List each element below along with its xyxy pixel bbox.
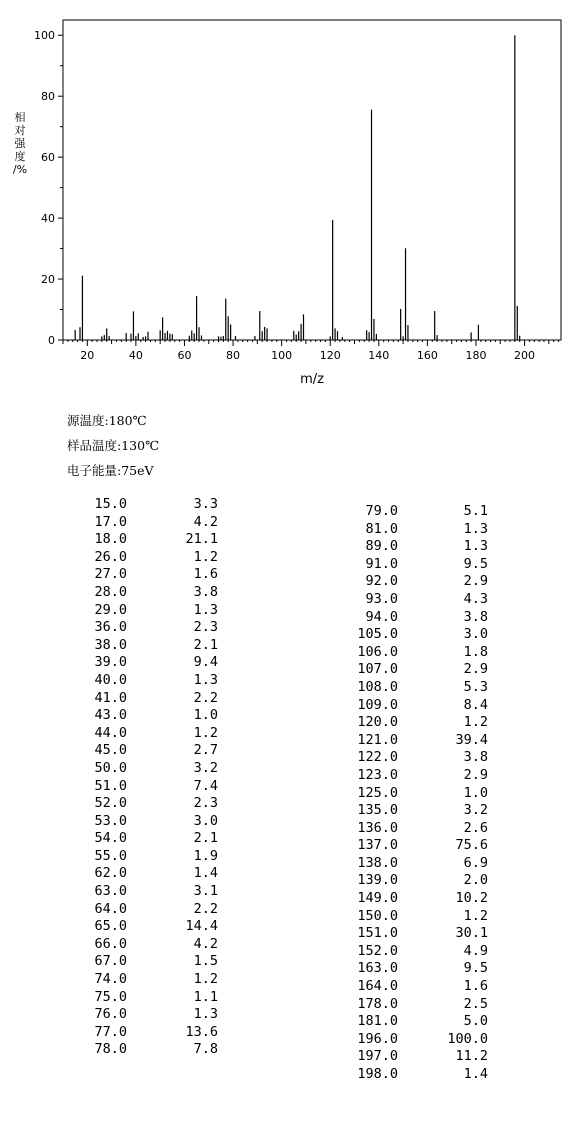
mz-value: 81.0 [365, 520, 398, 537]
relative-abundance-value: 1.8 [463, 643, 488, 660]
relative-abundance-value: 5.1 [463, 503, 488, 519]
y-axis-label-char: 相 [14, 111, 26, 124]
mz-value: 152.0 [357, 942, 398, 959]
mz-value: 65.0 [94, 918, 127, 935]
mz-value: 92.0 [365, 573, 398, 590]
relative-abundance-value: 2.2 [193, 900, 218, 917]
relative-abundance-value: 3.8 [463, 749, 488, 766]
mz-value: 54.0 [94, 830, 127, 847]
relative-abundance-value: 5.0 [463, 1013, 488, 1030]
mz-value: 39.0 [94, 654, 127, 671]
mz-value: 77.0 [94, 1023, 127, 1040]
mz-value: 109.0 [357, 696, 398, 713]
mz-value: 78.0 [94, 1041, 127, 1058]
x-tick-label: 180 [465, 349, 487, 362]
spectrum-peaks [75, 35, 520, 340]
y-tick-label: 80 [41, 90, 55, 104]
relative-abundance-value: 11.2 [455, 1048, 488, 1065]
mz-value: 137.0 [357, 837, 398, 854]
relative-abundance-value: 1.1 [193, 988, 218, 1005]
relative-abundance-value: 7.4 [193, 777, 218, 794]
relative-abundance-value: 30.1 [455, 925, 488, 942]
relative-abundance-value: 4.2 [193, 935, 218, 952]
y-tick-label: 20 [41, 273, 55, 287]
x-tick-label: 160 [416, 349, 438, 362]
relative-abundance-value: 1.9 [193, 847, 218, 864]
mz-value: 136.0 [357, 819, 398, 836]
mz-value: 50.0 [94, 759, 127, 776]
mz-value: 122.0 [357, 749, 398, 766]
relative-abundance-value: 1.0 [463, 784, 488, 801]
mz-value: 41.0 [94, 689, 127, 706]
y-axis-ticks [34, 29, 63, 347]
mz-value: 43.0 [94, 707, 127, 724]
mz-value: 52.0 [94, 795, 127, 812]
mz-value: 181.0 [357, 1013, 398, 1030]
x-tick-label: 80 [226, 349, 241, 362]
relative-abundance-value: 2.7 [193, 742, 218, 759]
y-axis-label [13, 110, 27, 176]
relative-abundance-value: 1.3 [193, 601, 218, 618]
mz-value: 36.0 [94, 619, 127, 636]
mz-value: 135.0 [357, 802, 398, 819]
relative-abundance-value: 8.4 [463, 696, 488, 713]
mz-value: 76.0 [94, 1006, 127, 1023]
relative-abundance-value: 3.0 [463, 626, 488, 643]
relative-abundance-value: 10.2 [455, 890, 488, 907]
mz-value: 26.0 [94, 548, 127, 565]
relative-abundance-value: 2.3 [193, 619, 218, 636]
x-axis-ticks [63, 340, 559, 362]
relative-abundance-value: 1.3 [193, 1006, 218, 1023]
mz-value: 198.0 [357, 1066, 398, 1082]
mz-value: 51.0 [94, 777, 127, 794]
relative-abundance-value: 3.8 [463, 608, 488, 625]
relative-abundance-value: 14.4 [185, 918, 218, 935]
mz-value: 64.0 [94, 900, 127, 917]
relative-abundance-value: 9.5 [463, 555, 488, 572]
relative-abundance-value: 3.3 [193, 496, 218, 512]
relative-abundance-value: 1.4 [463, 1066, 488, 1082]
relative-abundance-value: 4.2 [193, 513, 218, 530]
mz-value: 149.0 [357, 890, 398, 907]
relative-abundance-value: 1.5 [193, 953, 218, 970]
sample-temperature: 样品温度:130℃ [67, 438, 160, 453]
relative-abundance-value: 1.6 [463, 978, 488, 995]
mz-value: 38.0 [94, 636, 127, 653]
relative-abundance-value: 2.9 [463, 573, 488, 590]
relative-abundance-value: 3.2 [193, 759, 218, 776]
relative-abundance-value: 39.4 [455, 731, 488, 748]
relative-abundance-value: 3.8 [193, 583, 218, 600]
electron-energy: 电子能量:75eV [67, 463, 154, 478]
x-tick-label: 60 [177, 349, 192, 362]
relative-abundance-value: 9.5 [463, 960, 488, 977]
relative-abundance-value: 7.8 [193, 1041, 218, 1058]
mz-value: 79.0 [365, 503, 398, 519]
mz-value: 108.0 [357, 678, 398, 695]
relative-abundance-value: 2.5 [463, 995, 488, 1012]
source-temperature: 源温度:180℃ [67, 413, 147, 428]
y-axis-label-char: 度 [14, 150, 26, 163]
y-axis-label-char: /% [12, 163, 28, 176]
x-tick-label: 40 [128, 349, 143, 362]
relative-abundance-value: 1.2 [193, 548, 218, 565]
mz-value: 40.0 [94, 671, 127, 688]
relative-abundance-value: 4.3 [463, 590, 488, 607]
mz-value: 55.0 [94, 847, 127, 864]
mz-value: 94.0 [365, 608, 398, 625]
mz-value: 197.0 [357, 1048, 398, 1065]
relative-abundance-value: 75.6 [455, 837, 488, 854]
mz-value: 62.0 [94, 865, 127, 882]
mz-value: 18.0 [94, 531, 127, 548]
relative-abundance-value: 1.2 [193, 724, 218, 741]
relative-abundance-value: 2.6 [463, 819, 488, 836]
relative-abundance-value: 1.3 [463, 538, 488, 555]
x-tick-label: 100 [271, 349, 293, 362]
y-tick-label: 60 [41, 151, 55, 165]
mz-value: 17.0 [94, 513, 127, 530]
relative-abundance-value: 3.0 [193, 812, 218, 829]
mz-value: 151.0 [357, 925, 398, 942]
relative-abundance-value: 1.2 [193, 971, 218, 988]
relative-abundance-value: 1.3 [193, 671, 218, 688]
mz-value: 89.0 [365, 538, 398, 555]
mz-value: 196.0 [357, 1030, 398, 1047]
mz-value: 164.0 [357, 978, 398, 995]
mz-value: 63.0 [94, 883, 127, 900]
relative-abundance-value: 5.3 [463, 678, 488, 695]
relative-abundance-value: 2.9 [463, 661, 488, 678]
mz-value: 15.0 [94, 496, 127, 512]
relative-abundance-value: 2.3 [193, 795, 218, 812]
relative-abundance-value: 1.2 [463, 714, 488, 731]
mz-value: 44.0 [94, 724, 127, 741]
mz-value: 121.0 [357, 731, 398, 748]
relative-abundance-value: 9.4 [193, 654, 218, 671]
relative-abundance-value: 2.9 [463, 766, 488, 783]
y-tick-label: 100 [34, 29, 55, 43]
x-tick-label: 20 [80, 349, 95, 362]
relative-abundance-value: 2.0 [463, 872, 488, 889]
relative-abundance-value: 4.9 [463, 942, 488, 959]
x-tick-label: 200 [514, 349, 536, 362]
mz-value: 138.0 [357, 854, 398, 871]
relative-abundance-value: 21.1 [185, 531, 218, 548]
mz-value: 67.0 [94, 953, 127, 970]
plot-frame [63, 20, 561, 340]
mz-value: 123.0 [357, 766, 398, 783]
mz-value: 150.0 [357, 907, 398, 924]
x-tick-label: 120 [319, 349, 341, 362]
mz-value: 27.0 [94, 566, 127, 583]
relative-abundance-value: 100.0 [447, 1030, 488, 1047]
relative-abundance-value: 1.3 [463, 520, 488, 537]
mz-value: 107.0 [357, 661, 398, 678]
mz-value: 91.0 [365, 555, 398, 572]
mz-value: 53.0 [94, 812, 127, 829]
relative-abundance-value: 1.6 [193, 566, 218, 583]
mz-value: 106.0 [357, 643, 398, 660]
mass-spectrum-chart [0, 0, 570, 395]
mz-value: 163.0 [357, 960, 398, 977]
relative-abundance-value: 2.1 [193, 636, 218, 653]
relative-abundance-value: 1.2 [463, 907, 488, 924]
relative-abundance-value: 1.4 [193, 865, 218, 882]
relative-abundance-value: 2.1 [193, 830, 218, 847]
mz-value: 45.0 [94, 742, 127, 759]
relative-abundance-value: 13.6 [185, 1023, 218, 1040]
y-tick-label: 40 [41, 212, 55, 226]
y-axis-label-char: 对 [14, 124, 26, 137]
x-tick-label: 140 [368, 349, 390, 362]
relative-abundance-value: 3.2 [463, 802, 488, 819]
x-axis-label: m/z [300, 372, 324, 387]
mz-value: 74.0 [94, 971, 127, 988]
mz-value: 120.0 [357, 714, 398, 731]
mz-value: 28.0 [94, 583, 127, 600]
mz-value: 93.0 [365, 590, 398, 607]
relative-abundance-value: 2.2 [193, 689, 218, 706]
mz-value: 66.0 [94, 935, 127, 952]
mz-value: 125.0 [357, 784, 398, 801]
relative-abundance-value: 6.9 [463, 854, 488, 871]
mz-value: 178.0 [357, 995, 398, 1012]
mz-value: 29.0 [94, 601, 127, 618]
y-axis-label-char: 强 [14, 137, 26, 150]
mz-value: 139.0 [357, 872, 398, 889]
mz-value: 105.0 [357, 626, 398, 643]
relative-abundance-value: 3.1 [193, 883, 218, 900]
relative-abundance-value: 1.0 [193, 707, 218, 724]
y-tick-label: 0 [48, 334, 55, 347]
mz-value: 75.0 [94, 988, 127, 1005]
